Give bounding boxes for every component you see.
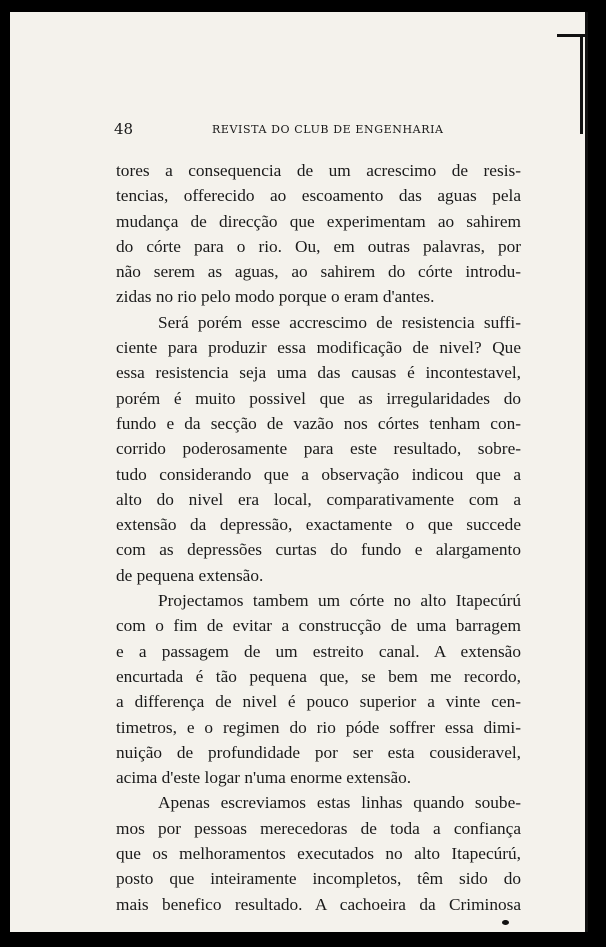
text-line: que os melhoramentos executados no alto Itapecúrú, — [116, 844, 521, 864]
text-line: corrido poderosamente para este resultado, sobre- — [116, 439, 521, 459]
text-line: tores a consequencia de um acrescimo de resis- — [116, 161, 521, 180]
text-line: não serem as aguas, ao sahirem do córte introdu- — [116, 262, 521, 282]
text-line: com o fim de evitar a construcção de uma barragem — [116, 616, 521, 636]
text-line: mos por pessoas merecedoras de toda a confiança — [116, 818, 521, 838]
scan-edge-line — [580, 34, 583, 134]
text-line: alto do nivel era local, comparativamente com a — [116, 489, 521, 509]
text-line: mudança de direcção que experimentam ao sahirem — [116, 211, 521, 231]
body-text — [116, 158, 521, 917]
text-line: Apenas escreviamos estas linhas quando soube- — [158, 793, 521, 813]
text-line: porém é muito possivel que as irregularidades do — [116, 388, 521, 408]
text-line: nuição de profundidade por ser esta cousideravel, — [116, 742, 521, 762]
text-line: essa resistencia seja uma das causas é incontestavel, — [116, 363, 521, 383]
text-line: de pequena extensão. — [116, 565, 264, 585]
text-line: com as depressões curtas do fundo e alargamento — [116, 540, 521, 560]
text-line: Projectamos tambem um córte no alto Itapecúrú — [158, 591, 521, 611]
text-line: zidas no rio pelo modo porque o eram d'antes. — [116, 287, 435, 307]
text-line: e a passagem de um estreito canal. A extensão — [116, 641, 521, 661]
text-line: fundo e da secção de vazão nos córtes tenham con- — [116, 413, 521, 433]
text-line: tudo considerando que a observação indicou que a — [116, 464, 521, 484]
text-line: tencias, offerecido ao escoamento das aguas pela — [116, 186, 521, 206]
text-line: ciente para produzir essa modificação de nivel? Que — [116, 338, 521, 358]
book-page — [10, 12, 588, 932]
text-line: acima d'este logar n'uma enorme extensão. — [116, 768, 412, 788]
text-line: timetros, e o regimen do rio póde soffrer essa dimi- — [116, 717, 521, 737]
text-line: do córte para o rio. Ou, em outras palavras, por — [116, 236, 521, 256]
text-line: a differença de nivel é pouco superior a vinte cen- — [116, 692, 521, 712]
text-line: mais benefico resultado. A cachoeira da Criminosa — [116, 894, 521, 914]
page-header — [114, 120, 524, 142]
text-line: posto que inteiramente incompletos, têm sido do — [116, 869, 521, 889]
text-line: encurtada é tão pequena que, se bem me recordo, — [116, 666, 521, 686]
text-line: extensão da depressão, exactamente o que succede — [116, 515, 521, 535]
running-title: REVISTA DO CLUB DE ENGENHARIA — [212, 123, 444, 136]
page-number: 48 — [114, 120, 134, 138]
text-line: Será porém esse accrescimo de resistencia suffi- — [158, 312, 521, 332]
ink-dot — [502, 920, 509, 925]
